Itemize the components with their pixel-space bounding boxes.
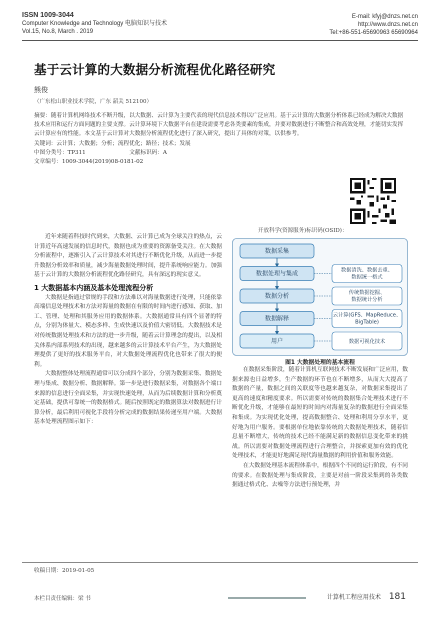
flow-note-text: 数据清洗、数据去重、 (341, 267, 393, 274)
body-paragraph: 在数据采集阶段，随着计算机互联网技术不断发展和广泛应用，数据来源也日益增多，生产数据的环节也在不断增多，从而大大提高了数据的产量，数据之间的关联度等也越来越复杂，对数据采集提出了更高的速度和精度要求。所以需要对传统的数据集合处理技术进行不断优化升级，才能够在最短的时间内对海量复杂的数据进行全面采集和集成。为实现优化处理，提高数据整合、处理和利用分享水平，更好地为用户服务。要根据单位地依靠传统的大数据处理技术，随着信息量不断增大，传统的技术已经不能满足新的数据信息变化带来的挑战。所以需要对数据处理流程进行合理整合，并探索更加有效的优化处理技术，才能更好地满足现代海量数据的利用价值和服务效能。 (232, 367, 408, 460)
footer-journal: 计算机工程应用技术 (326, 594, 381, 601)
osid-label: 开放科学(资源服务)标识码(OSID)： (258, 228, 348, 234)
flow-step-label: 数据采集 (264, 248, 290, 256)
body-paragraph: 大数据整体处理流程通常可以分成四个部分，分别为数据采集、数据处理与集成、数据分析、数据解释。第一步是进行数据采集，对数据各个端口来源的信息进行全面采集，并实现快速处理，从而为后续数据计算和分析奠定基础，提供可靠统一的数据格式。随后按照既定的数据算法对数据进行计算分析，最后利用可视化手段将分析完成的数据结果传递至用户端。大数据基本处理流程图示如下： (34, 371, 222, 426)
journal-name: Computer Knowledge and Technology 电脑知识与技术 (22, 21, 167, 27)
footer-right (327, 592, 406, 602)
flow-note-text: 数据可视化技术 (348, 339, 386, 345)
body-right-column (232, 366, 408, 491)
footnote-rule (22, 562, 418, 563)
body-paragraph: 大数据是指通过常规的手段和方法难以对海量数据进行处理，只能依靠高端信息处理技术和方法对海量的数据在有限的时间内进行感知、获取、加工、管理、处理和其服务应用的数据体系。大数据通常具有四个显著的特点，分别为体量大、模态多样、生成快速以及价值大密切低。大数据技术是对传统数据处理技术和方法的进一步升级，随着云计算理念的提出，以及相关体系内部系列技术的出现，越来越多的云计算技术平台产生，为大数据处理提供了更好的技术服务平台，对大数据处理流程优化也带来了很大的便利。 (34, 294, 222, 368)
received-date: 收稿日期：2019-01-05 (34, 568, 95, 574)
qr-code-icon[interactable] (350, 178, 396, 224)
email-link[interactable]: E-mail: kfyj@dnzs.net.cn (351, 14, 418, 20)
flow-step-label: 数据解释 (264, 315, 290, 323)
body-left-column (34, 233, 222, 428)
volume-info: Vol.15, No.8, March . 2019 (22, 29, 94, 35)
flow-step-label: 数据处理与集成 (255, 270, 299, 278)
clc-number: 中图分类号：TP311 (34, 149, 86, 156)
flow-note-text: BigTable) (355, 319, 379, 326)
header-right (329, 13, 418, 37)
paper-title: 基于云计算的大数据分析流程优化路径研究 (34, 62, 276, 77)
header-rule (22, 40, 418, 41)
classification-row (34, 149, 406, 158)
section-heading-1: 1 大数据基本内涵及基本处理流程分析 (34, 283, 154, 292)
doc-code: 文献标识码：A (129, 149, 167, 156)
tel-info: Tel:+86-551-65690963 65690964 (329, 30, 418, 36)
flow-note-text: 传统数据挖掘、 (348, 290, 386, 296)
flow-note-text: 数据统一格式 (351, 274, 383, 281)
footer-editor: 本栏目责任编辑：梁 书 (34, 596, 91, 602)
affiliation: （广东松山职业技术学院，广东 韶关 512100） (34, 99, 152, 105)
header-left (22, 12, 167, 36)
flow-note-text: 数据统计分析 (351, 297, 383, 303)
flow-step-label: 数据分析 (264, 293, 290, 301)
flow-note-text: 云计算(GFS、MapReduce、 (332, 312, 402, 319)
abstract: 摘要：随着计算机网络技术不断升级，以大数据、云计算为主要代表的现代信息技术得以广泛应用。基于云计算的大数据分析体系已经成为解决大数据技术应用和运行方面问题的主要支撑。云计算环境下大数据平台在建设需要考虑各类要素的集成，并要对数据进行不断整合和高效处理，才能切实发挥云计算应有的性能。本文基于云计算对大数据分析流程优化进行了深入研究，提出了具体的对策，以供参考。 (34, 113, 404, 138)
keywords: 关键词：云计算；大数据；分析；流程优化；路径；技术；发展 (34, 140, 191, 147)
author: 熊俊 (34, 86, 48, 94)
figure-caption: 图1 大数据处理的基本流程 (285, 360, 355, 366)
process-flow-diagram (232, 238, 408, 356)
flow-step-label: 用户 (270, 338, 284, 346)
intro-paragraph: 近年来随着科技时代到来，大数据、云计算已成为全球关注的热点，云计算近年高速发展的信息时代，数据也成为重要的资源备受关注。在大数据分析流程中，逐渐引入了云计算技术对其进行不断优化升级，从而进一步提升数据分析效率和质量，减少海量数据处理时间，提升系统响应能力。加强基于云计算的大数据分析流程优化路径研究，具有深远的现实意义。 (34, 234, 222, 279)
article-number: 文章编号：1009-3044(2019)08-0181-02 (34, 159, 144, 166)
body-paragraph: 在大数据处理基本流程体系中，根据四个不同的运行阶段，有不同的要求。在数据处理与集成阶段，主要是对前一阶段采集到的各类数据通过格式化、去噪等方法进行预处理，并 (232, 462, 408, 489)
abstract-block (34, 112, 406, 167)
issn: ISSN 1009-3044 (22, 12, 74, 19)
page-number: 181 (388, 592, 406, 602)
footer-bar (228, 597, 306, 599)
url-link[interactable]: http://www.dnzs.net.cn (357, 22, 418, 28)
